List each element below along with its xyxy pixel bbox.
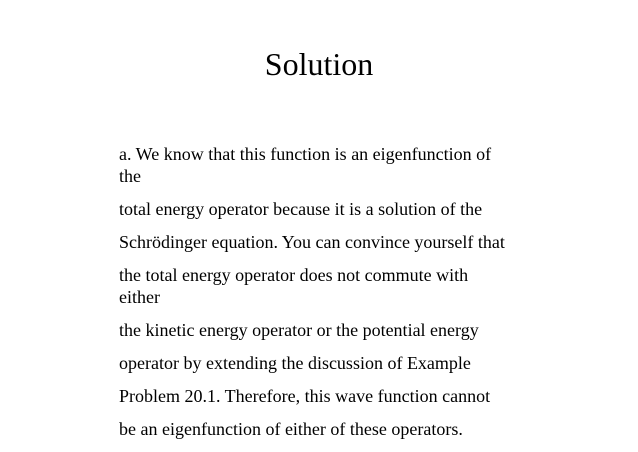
text-line: Schrödinger equation. You can convince yourself that xyxy=(119,232,505,252)
text-line: Problem 20.1. Therefore, this wave function cannot xyxy=(119,386,491,406)
text-line: the total energy operator does not commute with xyxy=(119,265,469,285)
slide-title: Solution xyxy=(264,46,374,82)
text-line: total energy operator because it is a solution of the xyxy=(119,199,483,219)
solution-text xyxy=(119,143,589,440)
text-line: operator by extending the discussion of Example xyxy=(119,353,471,373)
text-line: the kinetic energy operator or the potential energy xyxy=(119,320,479,340)
text-line: either xyxy=(119,287,160,307)
text-line: the xyxy=(119,166,141,186)
text-line: a. We know that this function is an eigenfunction of xyxy=(119,144,492,164)
text-line: be an eigenfunction of either of these operators. xyxy=(119,419,463,439)
